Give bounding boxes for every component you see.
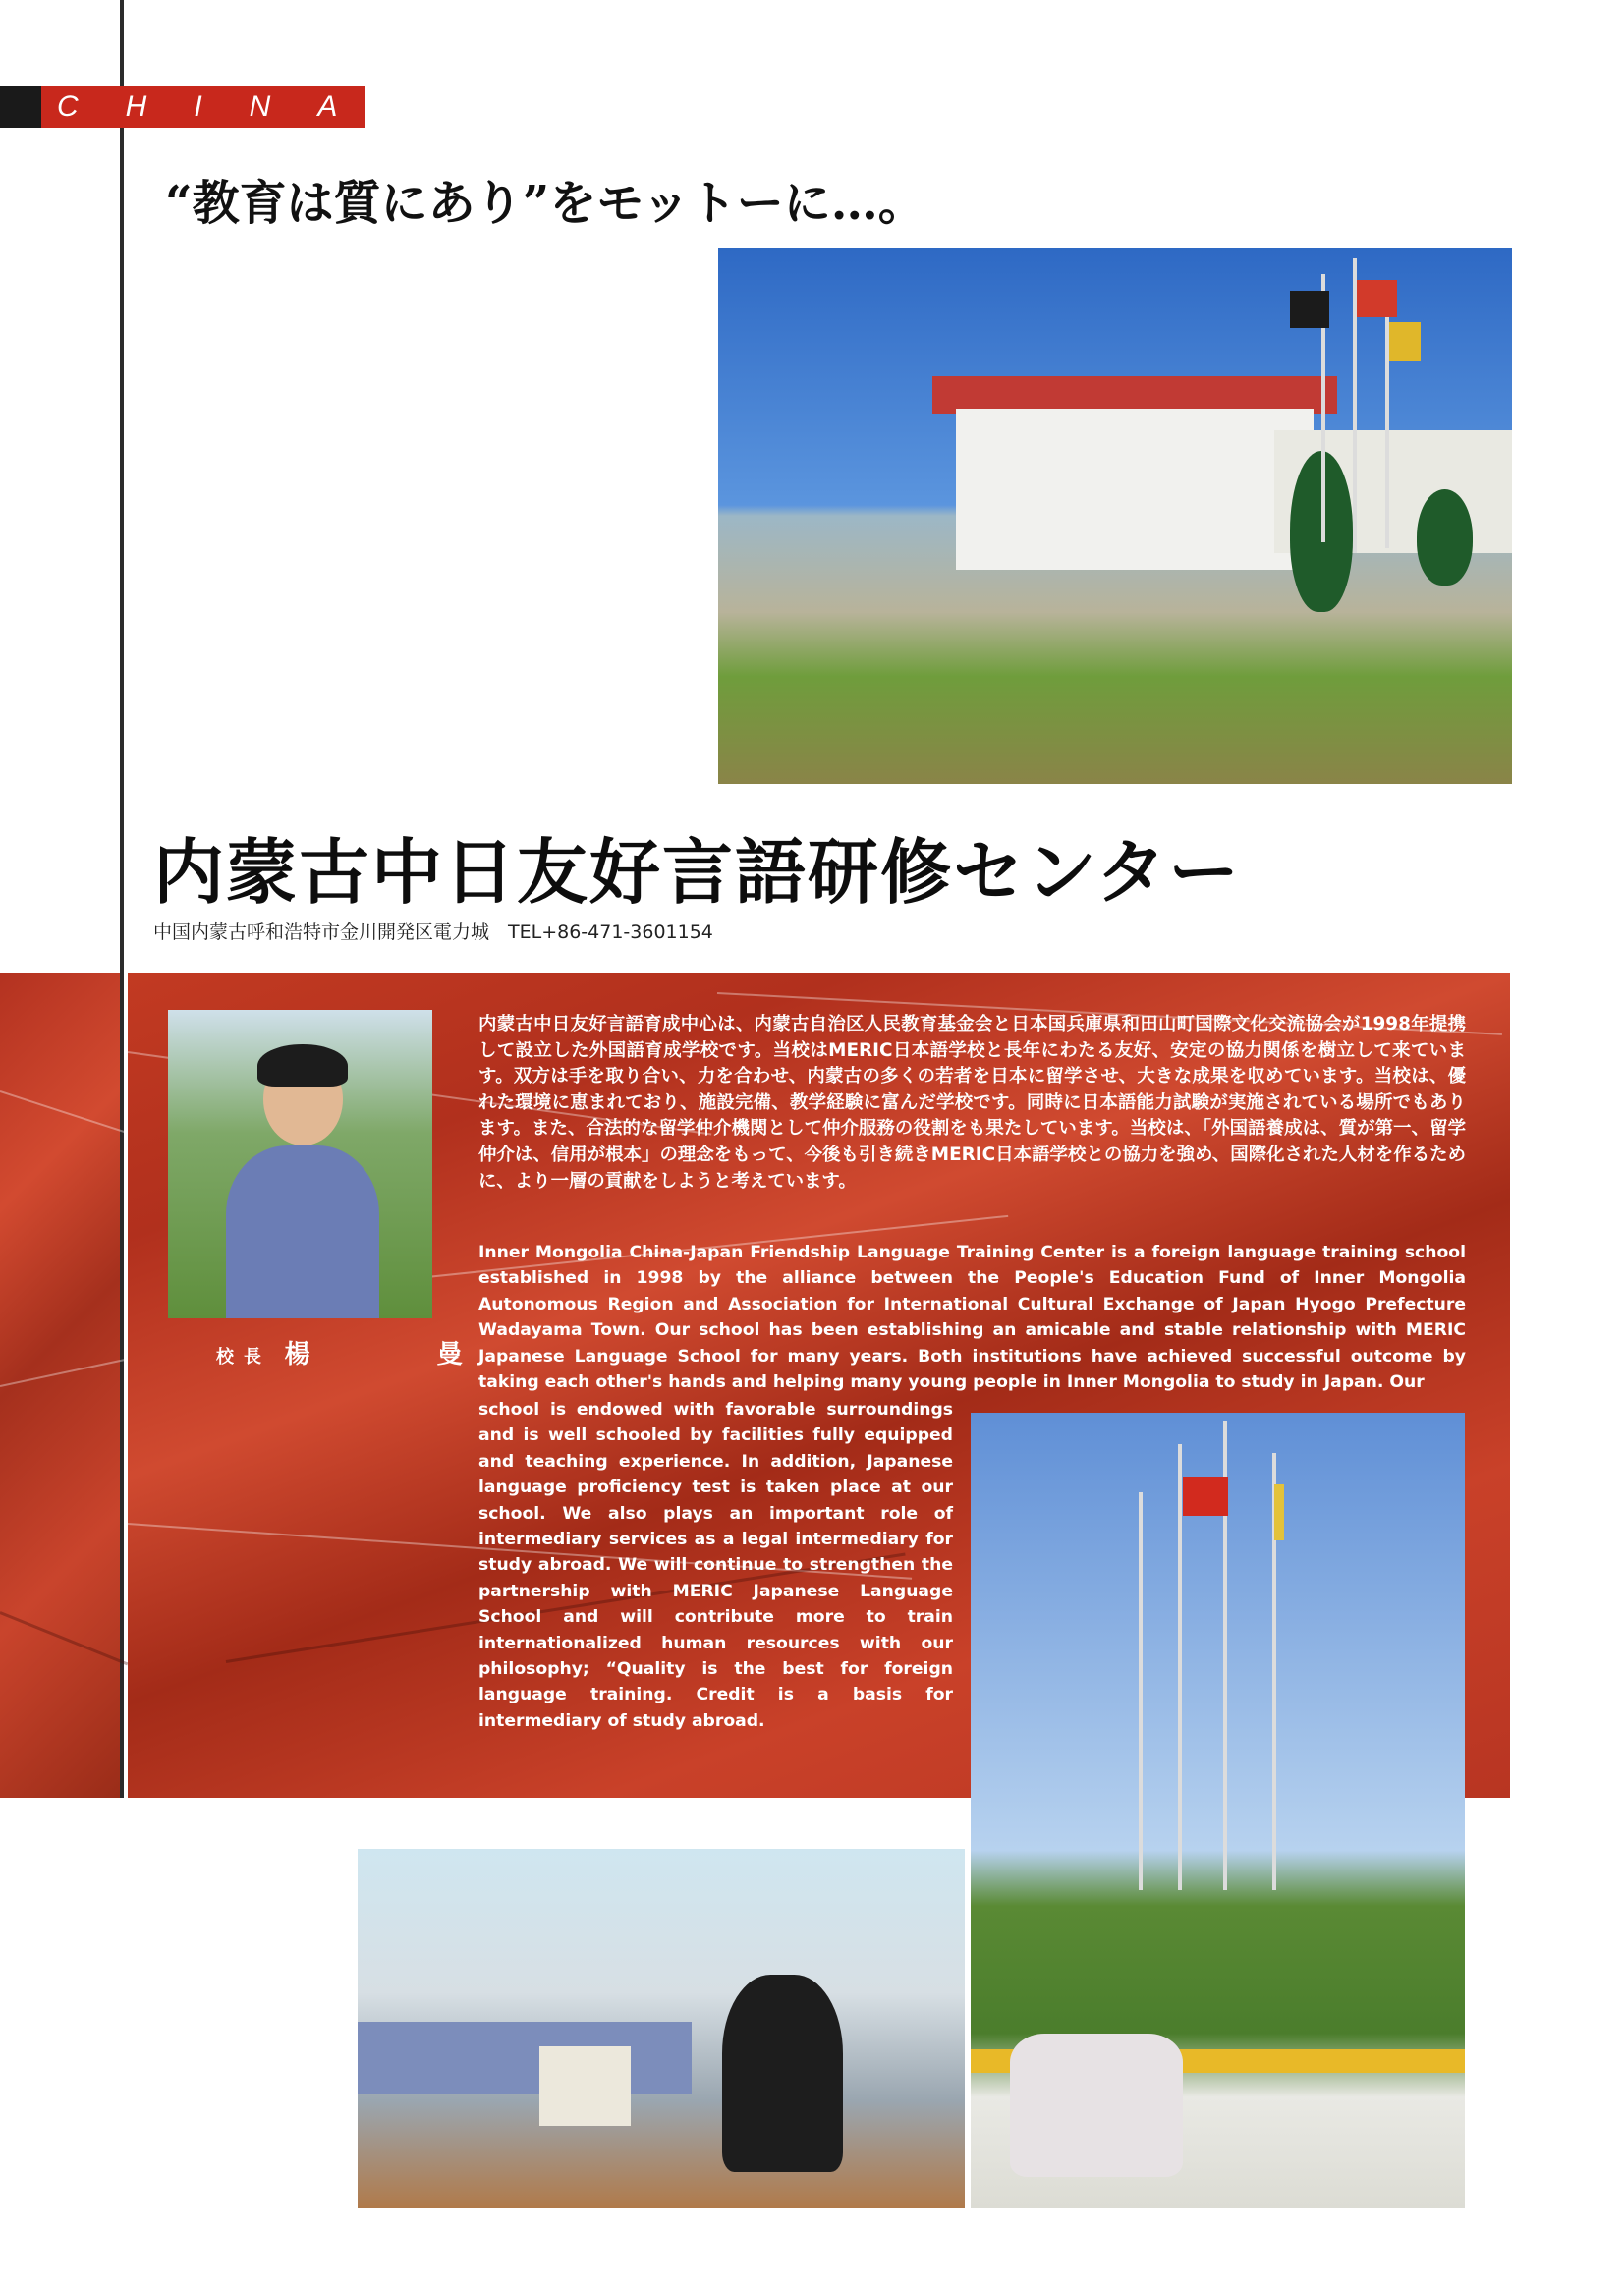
computer-monitor bbox=[539, 2046, 631, 2126]
students-reading bbox=[1010, 2034, 1183, 2177]
flagpole bbox=[1178, 1444, 1182, 1890]
flag bbox=[1290, 291, 1329, 328]
flag bbox=[1357, 280, 1396, 317]
section-label-block bbox=[0, 86, 41, 128]
page-title: 内蒙古中日友好言語研修センター bbox=[153, 831, 1242, 914]
section-label: CHINA bbox=[57, 90, 385, 123]
flags-courtyard-photo bbox=[971, 1413, 1465, 2208]
marble-vein bbox=[0, 1090, 131, 1135]
school-building-photo bbox=[718, 248, 1512, 784]
marble-panel-left bbox=[0, 973, 120, 1798]
flagpole bbox=[1139, 1492, 1143, 1890]
japanese-description: 内蒙古中日友好言語育成中心は、内蒙古自治区人民教育基金会と日本国兵庫県和田山町国際文化交流協会が1998年提携して設立した外国語育成学校です。当校はMERIC日本語学校と長年にわたる友好、安定の協力関係を樹立して来ています。双方は手を取り合い、力を合わせ、内蒙古の多くの若者を日本に留学させ、大きな成果を収めています。当校は、優れた環境に恵まれており、施設完備、教学経験に富んだ学校です。同時に日本語能力試験が実施されている場所でもあります。また、合法的な留学仲介機関として仲介服務の役割をも果たしています。当校は、「外国語養成は、質が第一、留学仲介は、信用が根本」の理念をもって、今後も引き続きMERIC日本語学校との協力を強め、国際化された人材を作るために、より一層の貢献をしようと考えています。 bbox=[478, 1014, 1466, 1192]
margin-rule bbox=[120, 0, 124, 1798]
portrait-suit bbox=[226, 1145, 379, 1318]
marble-vein bbox=[0, 1611, 128, 1665]
principal-portrait bbox=[168, 1010, 432, 1318]
tree bbox=[1417, 489, 1473, 586]
building-main bbox=[956, 409, 1314, 570]
address: 中国内蒙古呼和浩特市金川開発区電力城 TEL+86-471-3601154 bbox=[153, 921, 713, 943]
principal-caption bbox=[216, 1334, 522, 1370]
principal-name: 楊 曼 bbox=[284, 1340, 522, 1369]
flag bbox=[1389, 322, 1421, 360]
language-lab-desks bbox=[358, 2022, 692, 2094]
teacher bbox=[722, 1975, 844, 2172]
flag bbox=[1274, 1484, 1284, 1540]
principal-title: 校長 bbox=[216, 1347, 271, 1368]
marble-vein bbox=[0, 1357, 135, 1387]
english-description: Inner Mongolia China-Japan Friendship Language Training Center is a foreign language training school established in 1998 by the alliance between the People's Education Fund of Inner Mongolia Autonomous Region and Association for International Cultural Exchange of Japan Hyogo Prefecture Wadayama Town. Our school has been establishing an amicable and stable relationship with MERIC Japanese Language School for many years. Both institutions have achieved successful outcome by taking each other's hands and helping many young people in Inner Mongolia to study in Japan. Our bbox=[478, 1243, 1466, 1393]
portrait-hair bbox=[257, 1044, 347, 1088]
motto: “教育は質にあり”をモットーに…。 bbox=[165, 176, 925, 231]
classroom-photo bbox=[358, 1849, 965, 2208]
flag bbox=[1183, 1477, 1227, 1517]
flagpole bbox=[1385, 280, 1389, 548]
english-description-continued: school is endowed with favorable surroundings and is well schooled by facilities fully equipped and teaching experience. In addition, Japanese language proficiency test is taken place at our school. We also plays an important role of intermediary services as a legal intermediary for study abroad. We will continue to strengthen the partnership with MERIC Japanese Language School and will contribute more to train internationalized human resources with our philosophy; “Quality is the best for foreign language training. Credit is a basis for intermediary of study abroad. bbox=[478, 1400, 953, 1731]
